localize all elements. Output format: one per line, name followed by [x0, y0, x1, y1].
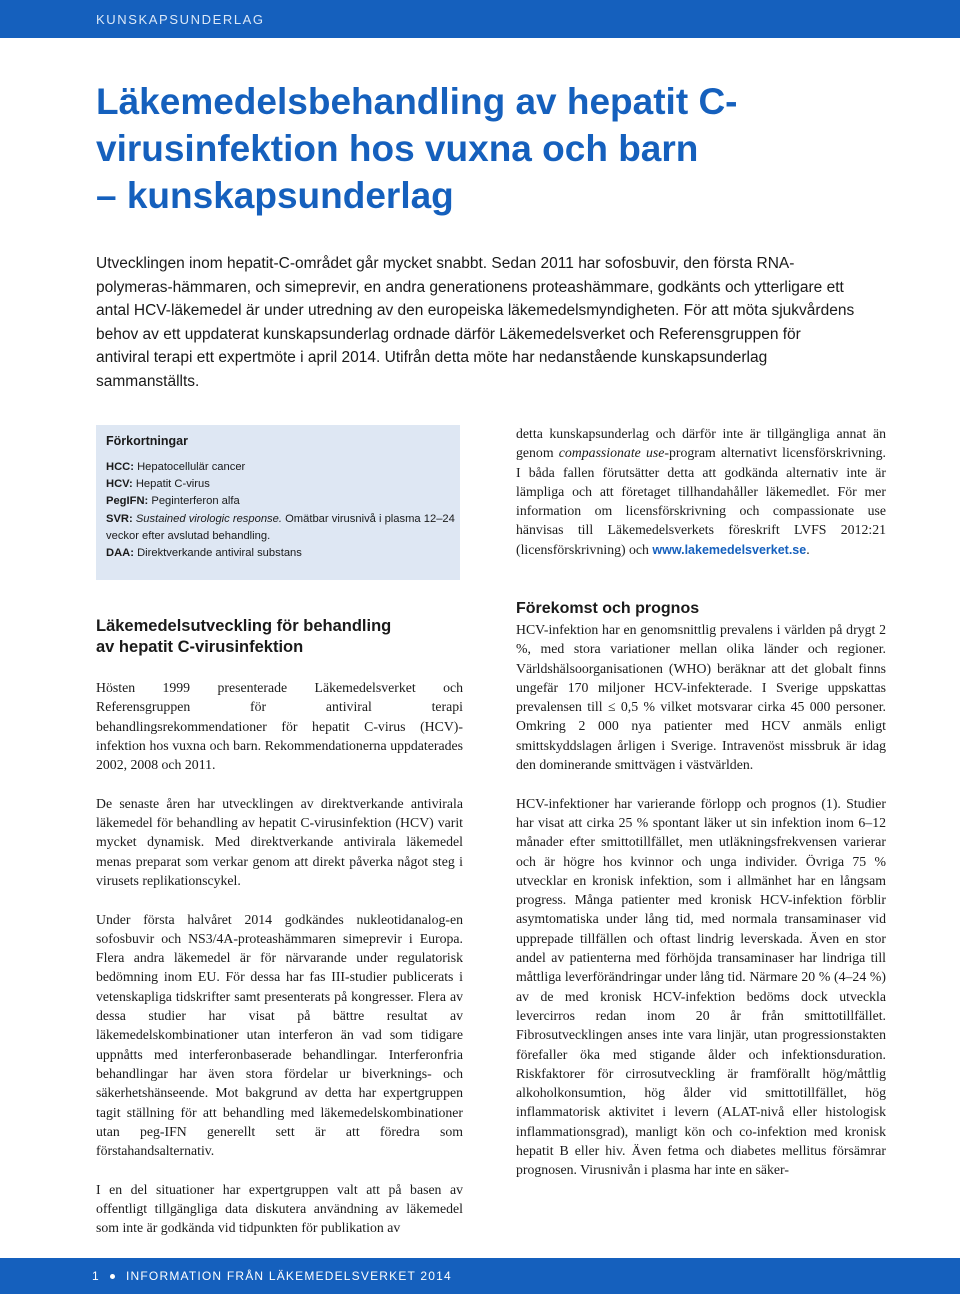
abbreviation-definition: Omätbar virusnivå i plasma 12–24 veckor efter avslutad behandling.: [106, 512, 455, 542]
abbreviation-item: [106, 545, 456, 562]
body-text: detta kunskapsunderlag och därför inte är tillgängliga annat än genom: [516, 426, 886, 461]
abbreviation-term: PegIFN:: [106, 495, 149, 508]
abbreviation-definition-italic: Sustained virologic response.: [132, 512, 282, 525]
section-heading-development: [96, 616, 460, 658]
abbreviations-list: [106, 459, 456, 562]
licensing-paragraph: [516, 424, 886, 560]
header-label: KUNSKAPSUNDERLAG: [96, 12, 265, 27]
right-column: [516, 620, 886, 1180]
abbreviation-item: [106, 476, 456, 493]
abbreviation-definition: Hepatit C-virus: [132, 478, 210, 491]
abbreviations-box: [96, 425, 460, 580]
page-number: 1: [92, 1269, 100, 1283]
abbreviation-item: [106, 493, 456, 510]
body-text-italic: compassionate use: [558, 445, 665, 461]
title-line: virusinfektion hos vuxna och barn: [96, 128, 699, 169]
heading-line: av hepatit C-virusinfektion: [96, 638, 304, 656]
heading-line: Läkemedelsutveckling för behandling: [96, 617, 392, 635]
abbreviation-definition: Direktverkande antiviral substans: [133, 547, 302, 560]
intro-paragraph: Utvecklingen inom hepatit-C-området går mycket snabbt. Sedan 2011 har sofosbuvir, den första RNA-polymeras-hämmaren, och simeprevir, en andra generationens proteashämmare, godkänts och ytterligare ett antal HCV-läkemedel är under utredning av den europeiska läkemedelsmyndigheten. För att möta sjukvårdens behov av ett uppdaterat kunskapsunderlag ordnade därför Läkemedelsverket och Referensgruppen för antiviral terapi ett expertmöte i april 2014. Utifrån detta möte har nedanstående kunskapsunderlag sammanställts.: [96, 255, 855, 390]
publication-title: INFORMATION FRÅN LÄKEMEDELSVERKET 2014: [126, 1269, 452, 1283]
header-bar: [0, 0, 960, 38]
section-heading-prevalence: Förekomst och prognos: [516, 600, 700, 617]
abbreviation-definition: Peginterferon alfa: [148, 495, 240, 508]
abbreviation-item: [106, 459, 456, 476]
footer-bar: [0, 1258, 960, 1294]
body-text: -program alternativt licensförskrivning. I båda fallen förutsätter detta att godkända alternativ inte är lämpliga och att företaget tillhandahåller läkemedlet. För mer information om licensförskrivning och compassionate use hänvisas till Läkemedelsverkets föreskrift LVFS 2012:21 (licensförskrivning) och: [516, 445, 886, 557]
website-link[interactable]: www.lakemedelsverket.se: [652, 542, 807, 557]
abbreviation-term: HCV:: [106, 478, 133, 491]
body-paragraph: Under första halvåret 2014 godkändes nukleotidanalog-en sofosbuvir och NS3/4A-proteashämmaren simeprevir i Europa. Flera andra läkemedel är för närvarande under regulatorisk bedömning inom EU. För dessa har fas III-studier publicerats i vetenskapliga tidskrifter samt presenterats på kongresser. Flera av dessa studier har visat på bättre resultat av läkemedelskombinationer utan interferon än vad som tidigare uppnåtts med interferonbaserade behandlingar. Interferonfria behandlingar har även stora fördelar ur biverknings- och säkerhetshänseende. Mot bakgrund av detta har expertgruppen tagit ställning för att behandling med läkemedelskombinationer utan peg-IFN generellt sett är att föredra som förstahandsalternativ.: [96, 911, 463, 1159]
left-column: [96, 678, 463, 1238]
title-line: – kunskapsunderlag: [96, 175, 454, 216]
abbreviation-term: HCC:: [106, 461, 134, 473]
page-title: [96, 78, 856, 219]
body-paragraph: Hösten 1999 presenterade Läkemedelsverket och Referensgruppen för antiviral terapi behandlingsrekommendationer för hepatit C-virus (HCV)-infektion hos vuxna och barn. Rekommendationerna uppdaterades 2002, 2008 och 2011.: [96, 680, 463, 773]
body-paragraph: HCV-infektion har en genomsnittlig prevalens i världen på drygt 2 %, med stora variationer mellan olika länder och regioner. Världshälsoorganisationen (WHO) beräknar att det globalt finns ungefär 170 miljoner HCV-infekterade. I Sverige uppskattas prevalensen till ≤ 0,5 % vilket motsvarar cirka 45 000 personer. Omkring 2 000 nya patienter med HCV anmäls enligt smittskyddslagen årligen i Sverige. Intravenöst missbruk är idag den dominerande smittvägen i västvärlden.: [516, 622, 886, 773]
abbreviation-term: SVR:: [106, 512, 133, 525]
bullet-separator: [110, 1274, 115, 1279]
title-line: Läkemedelsbehandling av hepatit C-: [96, 81, 738, 122]
abbreviation-item: [106, 511, 456, 545]
body-text: .: [806, 541, 810, 557]
abbreviation-definition: Hepatocellulär cancer: [133, 461, 246, 473]
abbreviation-term: DAA:: [106, 547, 134, 560]
body-paragraph: De senaste åren har utvecklingen av direktverkande antivirala läkemedel för behandling av hepatit C-virusinfektion (HCV) varit mycket dynamisk. Med direktverkande antivirala läkemedel menas preparat som verkar genom att direkt påverka något steg i virusets replikationscykel.: [96, 795, 463, 888]
abbreviations-heading: Förkortningar: [106, 434, 188, 448]
body-paragraph: I en del situationer har expertgruppen valt att på basen av offentligt tillgängliga data diskutera användning av läkemedel som inte är godkända vid tidpunkten för publikation av: [96, 1181, 463, 1236]
body-paragraph: HCV-infektioner har varierande förlopp och prognos (1). Studier har visat att cirka 25 % spontant läker ut sin infektion inom 6–12 månader efter smittotillfället, men utläkningsfrekvensen varierar och är högre hos kvinnor och unga individer. Övriga 75 % utvecklar en kronisk infektion, som i allmänhet har en långsam progress. Många patienter med kronisk HCV-infektion förblir asymtomatiska under lång tid, med normala transaminaser vid upprepade tillfällen och oftast lindrig leverskada. Även en stor andel av patienterna med förhöjda transaminaser har lindriga till måttliga leverförändringar under lång tid. Närmare 20 % (4–24 %) av de med kronisk HCV-infektion bedöms dock utveckla levercirros redan inom 20 år från smittotillfället. Fibrosutvecklingen anses inte vara linjär, utan progressionstakten förefaller öka med stigande ålder och infektionsduration. Riskfaktorer för cirrosutveckling är framförallt hög/måttlig alkoholkonsumtion, hög ålder vid smittotillfället, hög inflammatorisk aktivitet i levern (ALAT-nivå eller histologisk inflammationsgrad), manligt kön och co-infektion med kronisk hepatit B eller hiv. Även fetma och diabetes mellitus försämrar prognosen. Virusnivån i plasma har inte en säker-: [516, 795, 886, 1178]
